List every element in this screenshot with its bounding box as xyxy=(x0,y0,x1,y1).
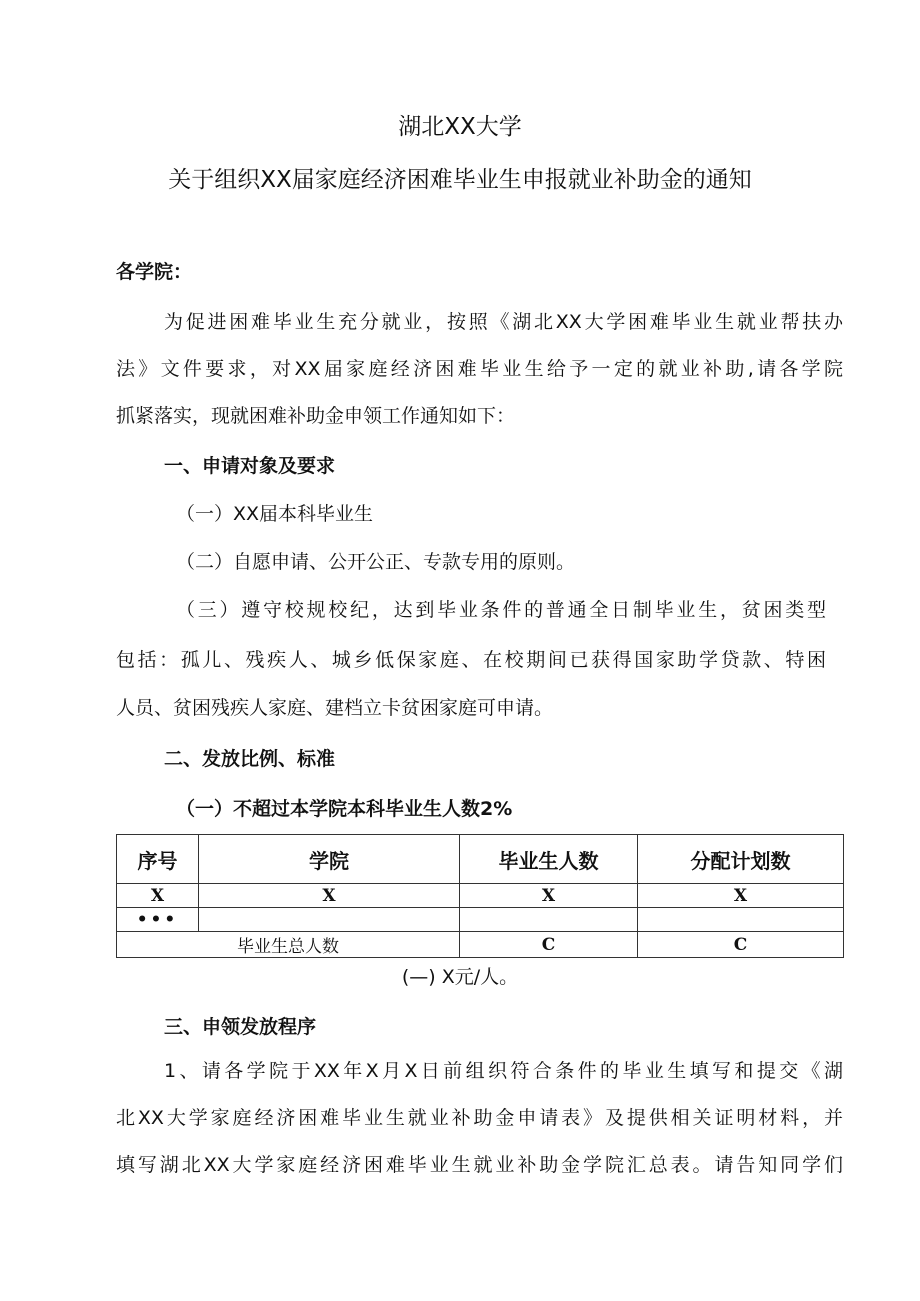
cell-seq: X xyxy=(117,884,199,908)
section3-heading: 三、申领发放程序 xyxy=(164,1016,317,1038)
section1-heading: 一、申请对象及要求 xyxy=(164,455,336,477)
cell-graduates: X xyxy=(460,884,638,908)
notice-title: 关于组织XX届家庭经济困难毕业生申报就业补助金的通知 xyxy=(168,167,752,193)
cell-allocation: X xyxy=(638,884,844,908)
header-college: 学院 xyxy=(199,835,460,884)
header-allocation: 分配计划数 xyxy=(638,835,844,884)
table-row xyxy=(117,908,844,932)
cell-empty xyxy=(638,908,844,932)
section1-item-2: （二）自愿申请、公开公正、专款专用的原则。 xyxy=(176,551,576,573)
section2-heading: 二、发放比例、标准 xyxy=(164,748,336,770)
cell-ellipsis: ••• xyxy=(117,908,199,932)
section3-para-line-3: 填写湖北XX大学家庭经济困难毕业生就业补助金学院汇总表。请告知同学们 xyxy=(116,1154,843,1176)
section3-para-line-2: 北XX大学家庭经济困难毕业生就业补助金申请表》及提供相关证明材料，并 xyxy=(116,1107,843,1129)
intro-line-3: 抓紧落实，现就困难补助金申领工作通知如下： xyxy=(116,405,516,427)
header-graduates: 毕业生人数 xyxy=(460,835,638,884)
cell-college: X xyxy=(199,884,460,908)
amount-per-person: (—) X元/人。 xyxy=(401,966,519,988)
section1-item-1: （一）XX届本科毕业生 xyxy=(176,503,374,525)
intro-line-2: 法》文件要求，对XX届家庭经济困难毕业生给予一定的就业补助,请各学院 xyxy=(116,358,843,380)
intro-line-1: 为促进困难毕业生充分就业，按照《湖北XX大学困难毕业生就业帮扶办 xyxy=(164,311,843,333)
university-name: 湖北XX大学 xyxy=(398,114,522,140)
section1-item-3-line-1: （三）遵守校规校纪，达到毕业条件的普通全日制毕业生，贫困类型 xyxy=(176,599,826,621)
total-label: 毕业生总人数 xyxy=(117,932,460,958)
section1-item-3-line-3: 人员、贫困残疾人家庭、建档立卡贫困家庭可申请。 xyxy=(116,697,554,719)
table-header-row xyxy=(117,835,844,884)
cell-empty xyxy=(199,908,460,932)
table-total-row xyxy=(117,932,844,958)
section2-sub-1: （一）不超过本学院本科毕业生人数2% xyxy=(176,798,513,820)
section1-item-3-line-2: 包括：孤儿、残疾人、城乡低保家庭、在校期间已获得国家助学贷款、特困 xyxy=(116,649,826,671)
total-graduates: C xyxy=(460,932,638,958)
section3-para-line-1: 1、请各学院于XX年X月X日前组织符合条件的毕业生填写和提交《湖 xyxy=(164,1060,843,1082)
table-row xyxy=(117,884,844,908)
total-allocation: C xyxy=(638,932,844,958)
cell-empty xyxy=(460,908,638,932)
allocation-table xyxy=(116,834,844,958)
header-seq: 序号 xyxy=(117,835,199,884)
salutation: 各学院： xyxy=(116,261,193,283)
